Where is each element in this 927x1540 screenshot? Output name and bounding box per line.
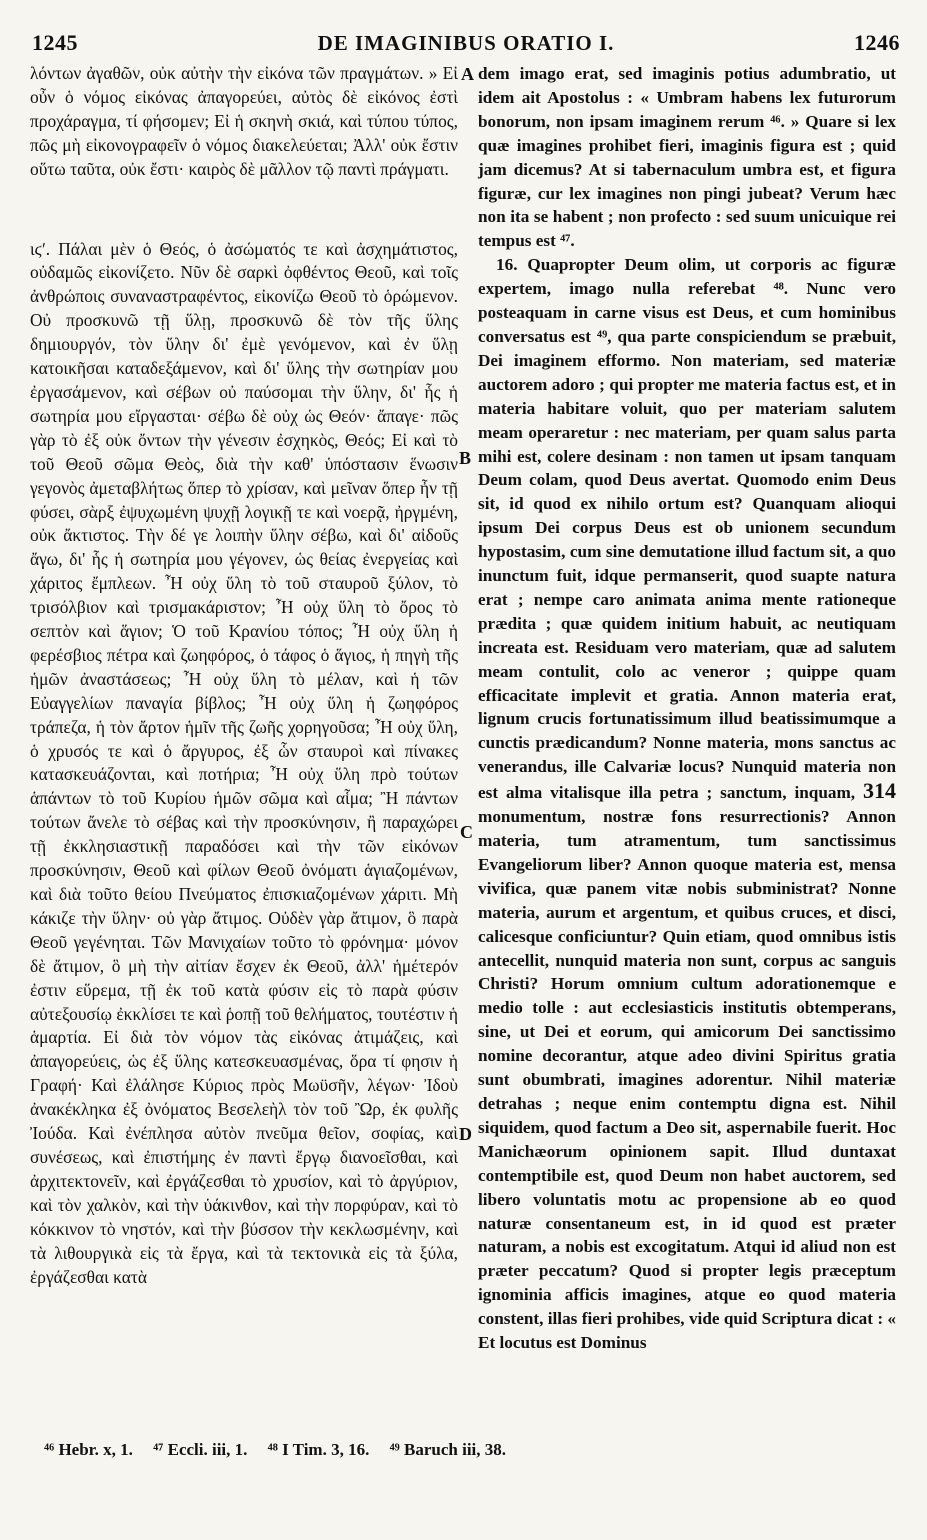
latin-paragraph-2-part-b: monumentum, nostræ fons resurrectionis? Annon materia, tum atramentum, tum sanctissimus Evangeliorum liber? Annon quoque materia est, mensa vivifica, quæ panem vitæ nobis subministrat? Nonne materia, aurum et argentum, et quibus cruces, et disci, calicesque conficiuntur? Quin etiam, quod omnibus istis antecellit, nunquid materia non sunt, corpus ac sanguis Christi? Horum omnium cultum adorationemque e medio tolle : aut ecclesiasticis institutis obtemperans, sine, ut Dei et eorum, qui amicorum Dei sanctissimo nomine decorantur, atque adeo divini Spiritus gratia sunt obumbrati, imagines adorentur. Nihil materiæ detrahas ; neque enim contemptu digna est. Nihil siquidem, quod factum a Deo sit, aspernabile fuerit. Hoc Manichæorum opinionem sapit. Illud duntaxat contemptibile est, quod Deum non habet auctorem, sed libero voluntatis motu ac propensione ab eo quod naturæ consentaneum est, in id quod est præter naturam, a nobis est excogitatum. Atqui id aliud non est præter peccatum? Quod si propter legis præceptum ignominia afficis imagines, atque eo quod materia constent, illas fieri prohibes, vide quid Scriptura dicat : « Et locutus est Dominus (478, 807, 896, 1353)
page-number-left: 1245 (32, 30, 78, 55)
margin-marker-d: D (459, 1124, 472, 1144)
page-number-right: 1246 (853, 30, 900, 55)
margin-marker-c: C (460, 822, 473, 842)
latin-paragraph-1: dem imago erat, sed imaginis potius adumbratio, ut idem ait Apostolus : « Umbram habens lex futurorum bonorum, non ipsam imaginem rerum ⁴⁶. » Quare si lex quæ imagines prohibet fieri, imaginis figura est ; quid jam dicemus? At si tabernaculum umbra est, et figura figuræ, cur lex imagines non pingi jubeat? Verum hæc non ita se habent ; non profecto : sed suum unicuique rei tempus est ⁴⁷. (478, 64, 896, 251)
footnote-49: ⁴⁹ Baruch iii, 38. (389, 1440, 507, 1459)
page-mark-314: 314 (863, 778, 897, 804)
latin-paragraph-2 (478, 253, 896, 1355)
margin-marker-a: A (461, 64, 474, 84)
latin-column (478, 62, 896, 1355)
page-header (32, 30, 900, 60)
running-title: DE IMAGINIBUS ORATIO I. (317, 31, 615, 55)
greek-paragraph-2: ιϛʹ. Πάλαι μὲν ὁ Θεός, ὁ ἀσώματός τε καὶ ἀσχημάτιστος, οὐδαμῶς εἰκονίζετο. Νῦν δὲ σαρκὶ ὀφθέντος Θεοῦ, καὶ τοῖς ἀνθρώποις συναναστραφέντος, εἰκονίζω Θεοῦ τὸ ὁρώμενον. Οὐ προσκυνῶ τῇ ὕλῃ, προσκυνῶ δὲ τὸν τῆς ὕλης δημιουργόν, τὸν ὕλην δι' ἐμὲ γενόμενον, καὶ ἐν ὕλῃ κατοικῆσαι καταδεξάμενον, καὶ δι' ὕλης τὴν σωτηρίαν μου ἐργασάμενον, καὶ σέβων οὐ παύσομαι τὴν ὕλην, δι' ἧς ἡ σωτηρία μου εἴργασται· σέβω δὲ οὐχ ὡς Θεόν· ἄπαγε· πῶς γὰρ τὸ ἐξ οὐκ ὄντων τὴν γένεσιν ἐσχηκὸς, Θεός; Εἰ καὶ τὸ τοῦ Θεοῦ σῶμα Θεὸς, διὰ τὴν καθ' ὑπόστασιν ἕνωσιν γεγονὸς ἀμεταβλήτως ὅπερ τὸ χρίσαν, καὶ μεῖναν ὅπερ ἦν τῇ φύσει, σὰρξ ἐψυχωμένη ψυχῇ λογικῇ τε καὶ νοερᾷ, ἠργμένη, οὐκ ἄκτιστος. Τὴν δέ γε λοιπὴν ὕλην σέβω, καὶ δι' αἰδοῦς ἄγω, δι' ἧς ἡ σωτηρία μου γέγονεν, ὡς θείας ἐνεργείας καὶ χάριτος ἔμπλεων. Ἦ οὐχ ὕλη τὸ τοῦ σταυροῦ ξύλον, τὸ τρισόλβιον καὶ τρισμακάριστον; Ἦ οὐχ ὕλη τὸ ὄρος τὸ σεπτὸν καὶ ἅγιον; Ὁ τοῦ Κρανίου τόπος; Ἦ οὐχ ὕλη ἡ φερέσβιος πέτρα καὶ ζωηφόρος, ὁ τάφος ὁ ἅγιος, ἡ πηγὴ τῆς ἡμῶν ἀναστάσεως; Ἦ οὐχ ὕλη τὸ μέλαν, καὶ ἡ τῶν Εὐαγγελίων παναγία βίβλος; Ἦ οὐχ ὕλη ἡ ζωηφόρος τράπεζα, ἡ τὸν ἄρτον ἡμῖν τῆς ζωῆς χορηγοῦσα; Ἦ οὐχ ὕλη, ὁ χρυσός τε καὶ ὁ ἄργυρος, ἐξ ὧν σταυροὶ καὶ πίνακες κατασκευάζονται, καὶ ποτήρια; Ἦ οὐχ ὕλη πρὸ τούτων ἁπάντων τὸ τοῦ Κυρίου ἡμῶν σῶμα καὶ αἷμα; Ἢ πάντων τούτων ἄνελε τὸ σέβας καὶ τὴν προσκύνησιν, ἢ παραχώρει τῇ ἐκκλησιαστικῇ παραδόσει καὶ τὴν τῶν εἰκόνων προσκύνησιν, Θεοῦ καὶ φίλων Θεοῦ ὀνόματι ἁγιαζομένων, καὶ διὰ τοῦτο θείου Πνεύματος ἐπισκιαζομένων χάριτι. Μὴ κάκιζε τὴν ὕλην· οὐ γὰρ ἄτιμος. Οὐδὲν γὰρ ἄτιμον, ὃ παρὰ Θεοῦ γεγένηται. Τῶν Μανιχαίων τοῦτο τὸ φρόνημα· μόνον δὲ ἄτιμον, ὃ μὴ τὴν αἰτίαν ἔσχεν ἐκ Θεοῦ, ἀλλ' ἡμέτερόν ἐστιν εὕρεμα, τῇ ἐκ τοῦ κατὰ φύσιν εἰς τὸ παρὰ φύσιν αὐτεξουσίῳ ἐκκλίσει τε καὶ ῥοπῇ τοῦ θελήματος, τουτέστιν ἡ ἁμαρτία. Εἰ διὰ τὸν νόμον τὰς εἰκόνας ἀτιμάζεις, καὶ ἀπαγορεύεις, ὡς ἐξ ὕλης κατεσκευασμένας, ὅρα τί φησιν ἡ Γραφή· Καὶ ἐλάλησε Κύριος πρὸς Μωϋσῆν, λέγων· Ἰδοὺ ἀνακέκληκα ἐξ ὀνόματος Βεσελεὴλ τὸν τοῦ Ὢρ, ἐκ φυλῆς Ἰούδα. Καὶ ἐνέπλησα αὐτὸν πνεῦμα θεῖον, σοφίας, καὶ συνέσεως, καὶ ἐπιστήμης ἐν παντὶ ἔργῳ διανοεῖσθαι, καὶ ἀρχιτεκτονεῖν, καὶ ἐργάζεσθαι τὸ χρυσίον, καὶ τὸ ἀργύριον, καὶ τὸν χαλκὸν, καὶ τὴν ὑάκινθον, καὶ τὴν πορφύραν, καὶ τὸ κόκκινον τὸ νηστόν, καὶ τὴν βύσσον τὴν κεκλωσμένην, καὶ τὰ λιθουργικὰ εἰς τὰ ἔργα, καὶ τὰ τεκτονικὰ εἰς τὰ ξύλα, ἐργάζεσθαι κατὰ (30, 238, 458, 1287)
footnote-47: ⁴⁷ Eccli. iii, 1. (153, 1440, 248, 1459)
footnote-46: ⁴⁶ Hebr. x, 1. (44, 1440, 133, 1459)
latin-paragraph-2-part-a: 16. Quapropter Deum olim, ut corporis ac figuræ expertem, imago nulla referebat ⁴⁸. Nunc vero posteaquam in carne visus est Deus, et cum hominibus conversatus est ⁴⁹, qua parte conspiciendum se præbuit, Dei imaginem efformo. Non materiam, sed materiæ auctorem adoro ; qui propter me materia factus est, et in materia habitare voluit, quo per materiam salutem meam operaretur : nec materiam, per quam salus parta mihi est, colere desinam : non tamen ut ipsam tanquam Deum colam, quod Deus avertat. Quomodo enim Deus sit, id quod ex nihilo ortum est? Quanquam alioqui ipsum Dei corpus Deus est ob unionem secundum hypostasim, cum sine demutatione illud factum sit, a quo inunctum fuit, idque permanserit, quod suapte natura erat ; nempe caro animata anima mente rationeque prædita ; quæ quidem initium habuit, ac neutiquam increata est. Residuam vero materiam, quæ ad salutem meam contulit, colo ac veneror ; quippe quam efficacitate implevit et gratia. Annon materia erat, lignum crucis fortunatissimum illud beatissimumque a cunctis prædicandum? Nonne materia, mons sanctus ac venerandus, ille Calvariæ locus? Nunquid materia non est alma vitalisque illa petra ; sanctum, inquam, (478, 255, 896, 803)
margin-marker-b: B (459, 448, 472, 468)
greek-column (30, 62, 458, 1289)
greek-paragraph-1: λόντων ἀγαθῶν, οὐκ αὐτὴν τὴν εἰκόνα τῶν πραγμάτων. » Εἰ οὖν ὁ νόμος εἰκόνας ἀπαγορεύει, αὐτὸς δὲ εἰκόνος ἐστὶ προχάραγμα, τί φήσομεν; Εἰ ἡ σκηνὴ σκιά, καὶ τύπου τύπος, πῶς μὴ εἰκονογραφεῖν ὁ νόμος διακελεύεται; Ἀλλ' οὐκ ἔστιν οὕτω ταῦτα, οὐκ ἔστι· καιρὸς δὲ μᾶλλον τῷ παντὶ πράγματι. (30, 63, 458, 179)
footnotes (44, 1440, 864, 1460)
footnote-48: ⁴⁸ I Tim. 3, 16. (267, 1440, 370, 1459)
